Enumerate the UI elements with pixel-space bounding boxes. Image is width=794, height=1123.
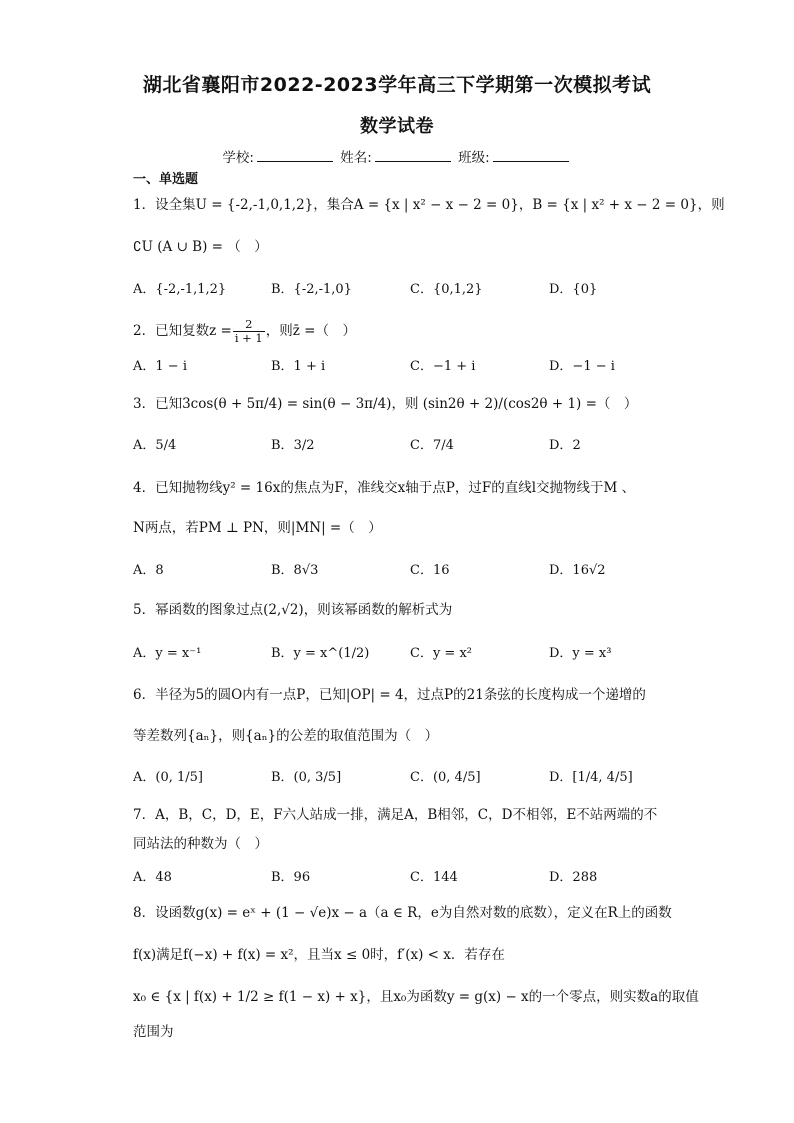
q7-option-c[interactable]: C．144 — [410, 870, 458, 885]
q4-option-a[interactable]: A．8 — [133, 563, 164, 578]
q1-stem: 1．设全集U = {-2,-1,0,1,2}，集合A = {x | x² − x − 2 = 0}，B = {x | x² + x − 2 = 0}，则 — [133, 197, 725, 213]
q5-stem: 5．幂函数的图象过点(2,√2)，则该幂函数的解析式为 — [133, 602, 453, 618]
q2-fraction — [233, 318, 265, 345]
q3-label-b: B． — [271, 438, 294, 453]
q2-stem-a: 2．已知复数z = — [133, 323, 232, 339]
q5-option-c[interactable]: C．y = x² — [410, 646, 472, 661]
q3-value-c: 7/4 — [432, 438, 454, 453]
q2-option-b[interactable]: B．1 + i — [271, 359, 326, 374]
q3-option-b[interactable] — [271, 436, 314, 456]
name-label: 姓名: — [340, 150, 372, 166]
q4-option-b[interactable]: B．8√3 — [271, 563, 319, 578]
q3-option-d[interactable] — [549, 436, 581, 456]
q7-stem: 7．A，B，C，D，E，F六人站成一排，满足A，B相邻，C，D不相邻，E不站两端的不 — [133, 807, 658, 823]
q3-option-c[interactable] — [410, 436, 454, 456]
q2-stem — [133, 318, 356, 345]
q8-stem-3: x₀ ∈ {x | f(x) + 1/2 ≥ f(1 − x) + x}，且x₀为函数y = g(x) − x的一个零点，则实数a的取值 — [133, 989, 699, 1005]
q2-frac-den: i + 1 — [234, 331, 263, 345]
q2-option-d[interactable]: D．−1 − i — [549, 359, 615, 374]
q6-option-a[interactable]: A．(0, 1/5] — [133, 770, 203, 785]
exam-title: 湖北省襄阳市2022-2023学年高三下学期第一次模拟考试 — [142, 74, 652, 96]
q7-option-d[interactable]: D．288 — [549, 870, 598, 885]
q8-stem: 8．设函数g(x) = eˣ + (1 − √e)x − a（a ∈ R，e为自然对数的底数），定义在R上的函数 — [133, 905, 672, 921]
q6-option-b[interactable]: B．(0, 3/5] — [271, 770, 342, 785]
q2-stem-b: ，则z̄ =（ ） — [265, 323, 356, 339]
name-field[interactable] — [375, 149, 451, 162]
class-field[interactable] — [493, 149, 569, 162]
q6-option-d[interactable]: D．[1/4, 4/5] — [549, 770, 633, 785]
q1-option-c[interactable]: C．{0,1,2} — [410, 282, 483, 297]
q3-value-b: 3/2 — [293, 438, 315, 453]
q3-label-c: C． — [410, 438, 433, 453]
q2-option-a[interactable]: A．1 − i — [133, 359, 187, 374]
q4-option-d[interactable]: D．16√2 — [549, 563, 606, 578]
q4-stem: 4．已知抛物线y² = 16x的焦点为F，准线交x轴于点P，过F的直线l交抛物线于M 、 — [133, 480, 636, 496]
q1-option-d[interactable]: D．{0} — [549, 282, 598, 297]
q5-option-a[interactable]: A．y = x⁻¹ — [133, 646, 202, 661]
q3-value-d: 2 — [572, 438, 581, 453]
q6-option-c[interactable]: C．(0, 4/5] — [410, 770, 481, 785]
school-label: 学校: — [222, 150, 254, 166]
q4-option-c[interactable]: C．16 — [410, 563, 450, 578]
q8-stem-4: 范围为 — [133, 1024, 174, 1040]
q5-option-d[interactable]: D．y = x³ — [549, 646, 612, 661]
q7-option-b[interactable]: B．96 — [271, 870, 311, 885]
q7-stem-2: 同站法的种数为（ ） — [133, 836, 268, 852]
q2-option-c[interactable]: C．−1 + i — [410, 359, 476, 374]
q1-stem-2: ∁U (A ∪ B) = （ ） — [133, 239, 268, 255]
q3-stem: 3．已知3cos(θ + 5π/4) = sin(θ − 3π/4)，则 (sin2θ + 2)/(cos2θ + 1) =（ ） — [133, 396, 638, 412]
student-info-row — [0, 146, 794, 166]
q3-label-a: A． — [133, 438, 156, 453]
exam-subtitle: 数学试卷 — [360, 116, 434, 137]
q1-option-a[interactable]: A．{-2,-1,1,2} — [133, 282, 227, 297]
q7-option-a[interactable]: A．48 — [133, 870, 172, 885]
q1-option-b[interactable]: B．{-2,-1,0} — [271, 282, 352, 297]
q3-value-a: 5/4 — [155, 438, 177, 453]
section-heading: 一、单选题 — [133, 172, 199, 187]
q2-frac-num: 2 — [233, 318, 265, 332]
q5-option-b[interactable]: B．y = x^(1/2) — [271, 646, 370, 661]
class-label: 班级: — [458, 150, 490, 166]
q6-stem-2: 等差数列{aₙ}，则{aₙ}的公差的取值范围为（ ） — [133, 728, 439, 744]
q8-stem-2: f(x)满足f(−x) + f(x) = x²，且当x ≤ 0时，f′(x) < x．若存在 — [133, 947, 505, 963]
q3-option-a[interactable] — [133, 436, 176, 456]
q6-stem: 6．半径为5的圆O内有一点P，已知|OP| = 4，过点P的21条弦的长度构成一个递增的 — [133, 687, 646, 703]
q3-label-d: D． — [549, 438, 573, 453]
school-field[interactable] — [257, 149, 333, 162]
q4-stem-2: N两点，若PM ⊥ PN，则|MN| =（ ） — [133, 520, 382, 536]
